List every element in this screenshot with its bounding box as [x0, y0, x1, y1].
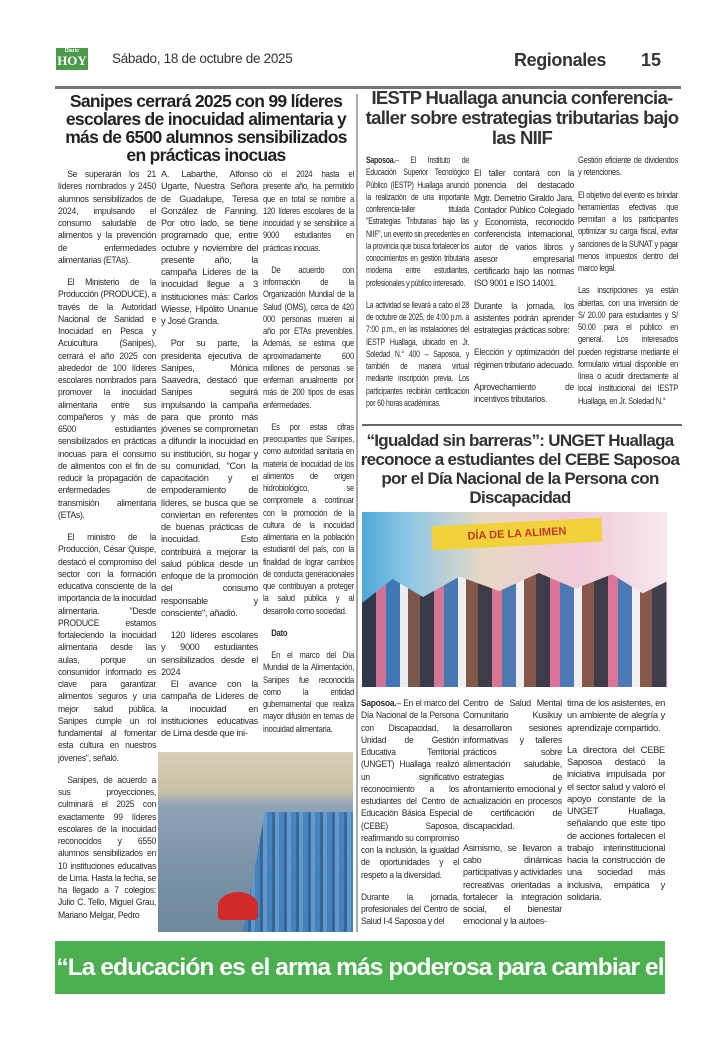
- paragraph-text: Es por estas cifras preocupantes que Sanipes, como autoridad sanitaria en materia de inocuidad de los alimentos de origen hidrobiológico, se compromete a continuar con la promoción de la cultura de la inocuidad alimentaria en la población estudiantil del país, con la finalidad de lograr cambios de conducta generacionales que contribuyan a proteger la salud pública y al desarrollo como sociedad.: [263, 420, 354, 616]
- column-divider: [356, 94, 358, 932]
- article-sanipes-column-1: [58, 168, 156, 921]
- paragraph: [58, 276, 156, 521]
- paragraph: [578, 189, 678, 275]
- paragraph-text: En el marco del Día Mundial de la Alimentación, Sanipes fue reconocida como la entidad gubernamental que realiza mayor difusión en temas de inocuidad alimentaria.: [263, 649, 354, 734]
- column-text: [263, 168, 354, 735]
- logo-small-text: Diario: [64, 48, 80, 54]
- paragraph: [474, 381, 574, 406]
- paragraph: [161, 678, 258, 739]
- paragraph-text: Centro de Salud Mental Comunitario Kusikuy desarrollaron sesiones informativas y talleres prácticos sobre alimentación saludable, estrategias de afrontamiento emocional y actualización en procesos de certificación de discapacidad.: [463, 697, 562, 831]
- paragraph: [58, 774, 156, 921]
- page-number: 15: [641, 50, 662, 70]
- paragraph: [366, 154, 469, 289]
- paragraph: [578, 284, 678, 407]
- article-cebe-column-1: [361, 697, 459, 928]
- logo-big-text: HOY: [57, 53, 87, 68]
- paragraph-text: El taller contará con la ponencia del destacado Mgtr. Demetrio Giraldo Jara, Contador Público Colegiado y Economista, reconocido conferencista internacional, autor de varios libros y asesor empresarial certificado bajo las normas ISO 9001 e ISO 14001.: [474, 167, 574, 289]
- paragraph-text: La directora del CEBE Saposoa destacó la iniciativa impulsada por el sector salud y valoró el apoyo constante de la UNGET Huallaga, señalando que este tipo de acciones fortalecen el trabajo interinstitucional hacia la construcción de una sociedad más inclusiva, empática y solidaria.: [567, 743, 665, 902]
- paragraph: [474, 167, 574, 290]
- paragraph: [366, 299, 469, 409]
- paragraph: [263, 627, 354, 639]
- paragraph-text: Durante la jornada, profesionales del Centro de Salud I-4 Saposoa y del: [361, 890, 459, 927]
- article-cebe-headline: “Igualdad sin barreras”: UNGET Huallaga reconoce a estudiantes del CEBE Saposoa por el Día Nacional de la Persona con Discapacidad: [360, 431, 680, 507]
- school-courtyard-photo: [158, 752, 353, 932]
- column-text: [463, 697, 562, 928]
- diario-hoy-logo: [56, 48, 88, 70]
- paragraph-text: Asimismo, se llevaron a cabo dinámicas participativas y actividades recreativas orientadas a fortalecer la integración social, el bienestar emocional y la autoes-: [463, 841, 562, 927]
- paragraph: [263, 421, 354, 617]
- paragraph: [58, 531, 156, 764]
- column-text: [58, 168, 156, 921]
- section-rule: [362, 424, 682, 426]
- footer-quote-banner: “La educación es el arma más poderosa para cambiar el mundo”: [55, 941, 665, 994]
- article-iestp-headline: IESTP Huallaga anuncia conferencia-taller sobre estrategias tributarias bajo las NIIF: [365, 87, 679, 148]
- paragraph-text: Se superarán los 21 líderes nombrados y 2450 alumnos sensibilizados de 2024, impulsando el consumo saludable de alimentos y la prevención de enfermedades alimentarias (ETAs).: [58, 168, 156, 265]
- cebe-students-photo: [362, 512, 667, 687]
- paragraph-text: Aprovechamiento de incentivos tributarios.: [474, 380, 574, 404]
- paragraph-text: Durante la jornada, los asistentes podrán aprender estrategias prácticas sobre:: [474, 299, 574, 335]
- paragraph: [161, 337, 258, 619]
- column-text: [567, 697, 665, 903]
- paragraph-text: El ministro de la Producción, César Quispe, destacó el compromiso del sector con la formación educativa consciente de la importancia de la inocuidad alimentaria. "Desde PRODUCE estamos fortaleciendo la inocuidad alimentaria desde las aulas, porque un consumidor informado es clave para garantizar alimentos seguros y una mejor salud pública. Sanipes cumple un rol fundamental al fomentar esta cultura en nuestros jóvenes", señaló.: [58, 531, 156, 763]
- paragraph-text: El avance con la campaña de Líderes de la inocuidad en instituciones educativas de Lima desde que ini-: [161, 678, 258, 738]
- article-sanipes-column-2: [161, 168, 258, 739]
- issue-date: Sábado, 18 de octubre de 2025: [112, 51, 293, 66]
- column-text: [474, 167, 574, 405]
- photo-banner-text: DÍA DE LA ALIMEN: [431, 518, 602, 551]
- article-iestp-column-2: [474, 167, 574, 405]
- paragraph-text: El Ministerio de la Producción (PRODUCE), a través de la Autoridad Nacional de Sanidad e Inocuidad en Pesca y Acuicultura (Sanipes), cerrará el año 2025 con alrededor de 100 líderes escolares nombrados para promover la inocuidad alimentaria entre sus compañeros y más de 6500 estudiantes sensibilizados en prácticas inocuas para el consumo de alimentos con el fin de reducir la propagación de enfermedades de transmisión alimentaria (ETAs).: [58, 276, 156, 520]
- article-sanipes-headline: Sanipes cerrará 2025 con 99 líderes escolares de inocuidad alimentaria y más de 6500 alumnos sensibilizados en prácticas inocuas: [65, 91, 347, 165]
- paragraph: [161, 168, 258, 327]
- article-sanipes-column-3: [263, 168, 354, 735]
- paragraph: [463, 697, 562, 832]
- paragraph-text: La actividad se llevará a cabo el 28 de octubre de 2025, de 4:00 p.m. a 7:00 p.m., en las instalaciones del IESTP Huallaga, ubicado en Jr. Soledad N.° 400 – Saposoa, y también de manera virtual mediante inscripción previa. Los participantes recibirán certificación por 60 horas académicas.: [366, 298, 469, 408]
- paragraph-text: ció el 2024 hasta el presente año, ha permitido que en total se nombre a 120 líderes escolares de la inocuidad y se sensibilice a 9000 estudiantes en prácticas inocuas.: [263, 168, 354, 253]
- paragraph-text: 120 líderes escolares y 9000 estudiantes sensibilizados desde el 2024: [161, 629, 258, 677]
- column-text: [578, 154, 678, 407]
- article-iestp-column-1: [366, 154, 469, 409]
- paragraph-text: Gestión eficiente de dividendos y retenciones.: [578, 154, 678, 178]
- paragraph-text: tima de los asistentes, en un ambiente de alegría y aprendizaje compartido.: [567, 697, 665, 733]
- paragraph: [463, 842, 562, 928]
- paragraph-text: El objetivo del evento es brindar herramientas efectivas que permitan a los participantes optimizar su carga fiscal, evitar sanciones de la SUNAT y pagar menos impuestos dentro del marco legal.: [578, 188, 678, 273]
- paragraph: [263, 264, 354, 411]
- paragraph: [361, 697, 459, 881]
- paragraph-text: De acuerdo con información de la Organización Mundial de la Salud (OMS), cerca de 420 000 personas mueren al año por ETAs prevenibles. Además, se estima que aproximadamente 600 millones de personas se enferman anualmente por más de 200 tipos de esas enfermedades.: [263, 263, 354, 410]
- paragraph: [567, 744, 665, 903]
- paragraph: [263, 168, 354, 254]
- paragraph-text: Elección y optimización del régimen tributario adecuado.: [474, 346, 574, 370]
- paragraph: [578, 154, 678, 179]
- paragraph: [361, 891, 459, 928]
- column-text: [361, 697, 459, 928]
- article-cebe-column-3: [567, 697, 665, 903]
- paragraph: [263, 649, 354, 735]
- paragraph: [161, 629, 258, 678]
- dateline: Saposoa.: [366, 154, 396, 165]
- paragraph: [474, 346, 574, 371]
- dateline: Saposoa.: [361, 697, 397, 708]
- paragraph: [567, 697, 665, 734]
- paragraph-text: Sanipes, de acuerdo a sus proyecciones, culminará el 2025 con exactamente 99 líderes escolares de la inocuidad reconocidos y 6550 alumnos sensibilizados en 10 instituciones educativas de Lima. Hasta la fecha, se ha llegado a 7 colegios: Julio C. Tello, Miguel Grau, Mariano Melgar, Pedro: [58, 773, 156, 920]
- paragraph-text: A. Labarthe, Alfonso Ugarte, Nuestra Señora de Guadalupe, Teresa González de Fanning. Por otro lado, se tiene programado que, entre octubre y noviembre del presente año, la campaña Líderes de la inocuidad llegue a 3 instituciones más: Carlos Wiesse, Hipólito Unanue y José Granda.: [161, 168, 258, 326]
- paragraph-text: – El Instituto de Educación Superior Tecnológico Público (IESTP) Huallaga anunció la realización de una importante conferencia-taller titulada "Estrategias Tributarias bajo las NIIF", un evento sin precedentes en la provincia que busca fortalecer los conocimientos en gestión tributaria moderna entre estudiantes, profesionales y público interesado.: [366, 154, 469, 288]
- section-name: Regionales: [514, 50, 607, 70]
- article-cebe-column-2: [463, 697, 562, 928]
- article-iestp-column-3: [578, 154, 678, 407]
- paragraph-text: Dato: [271, 626, 288, 638]
- paragraph-text: – En el marco del Día Nacional de la Persona con Discapacidad, la Unidad de Gestión Educativa Territorial (UNGET) Huallaga realizó un significativo reconocimiento a los estudiantes del Centro de Educación Básica Especial (CEBE) Saposoa, reafirmando su compromiso con la inclusión, la igualdad de oportunidades y el respeto a la diversidad.: [361, 697, 459, 880]
- column-text: [161, 168, 258, 739]
- column-text: [366, 154, 469, 409]
- paragraph: [474, 300, 574, 337]
- paragraph-text: Por su parte, la presidenta ejecutiva de Sanipes, Mónica Saavedra, destacó que Sanipes seguirá impulsando la campaña para que pronto más jóvenes se comprometan a difundir la inocuidad en su institución, su hogar y su comunidad. "Con la capacitación y el empoderamiento de líderes, se busca que se conviertan en referentes de buenas prácticas de inocuidad. Esto contribuirá a mejorar la salud pública desde un enfoque de la promoción del consumo responsable y consciente", añadió.: [161, 337, 258, 618]
- paragraph-text: Las inscripciones ya están abiertas, con una inversión de S/ 20.00 para estudiantes y S/ 50.00 para el público en general. Los interesados pueden registrarse mediante el formulario virtual disponible en línea o acudir directamente al local institucional del IESTP Huallaga, en Jr. Soledad N.°: [578, 284, 678, 406]
- paragraph: [58, 168, 156, 266]
